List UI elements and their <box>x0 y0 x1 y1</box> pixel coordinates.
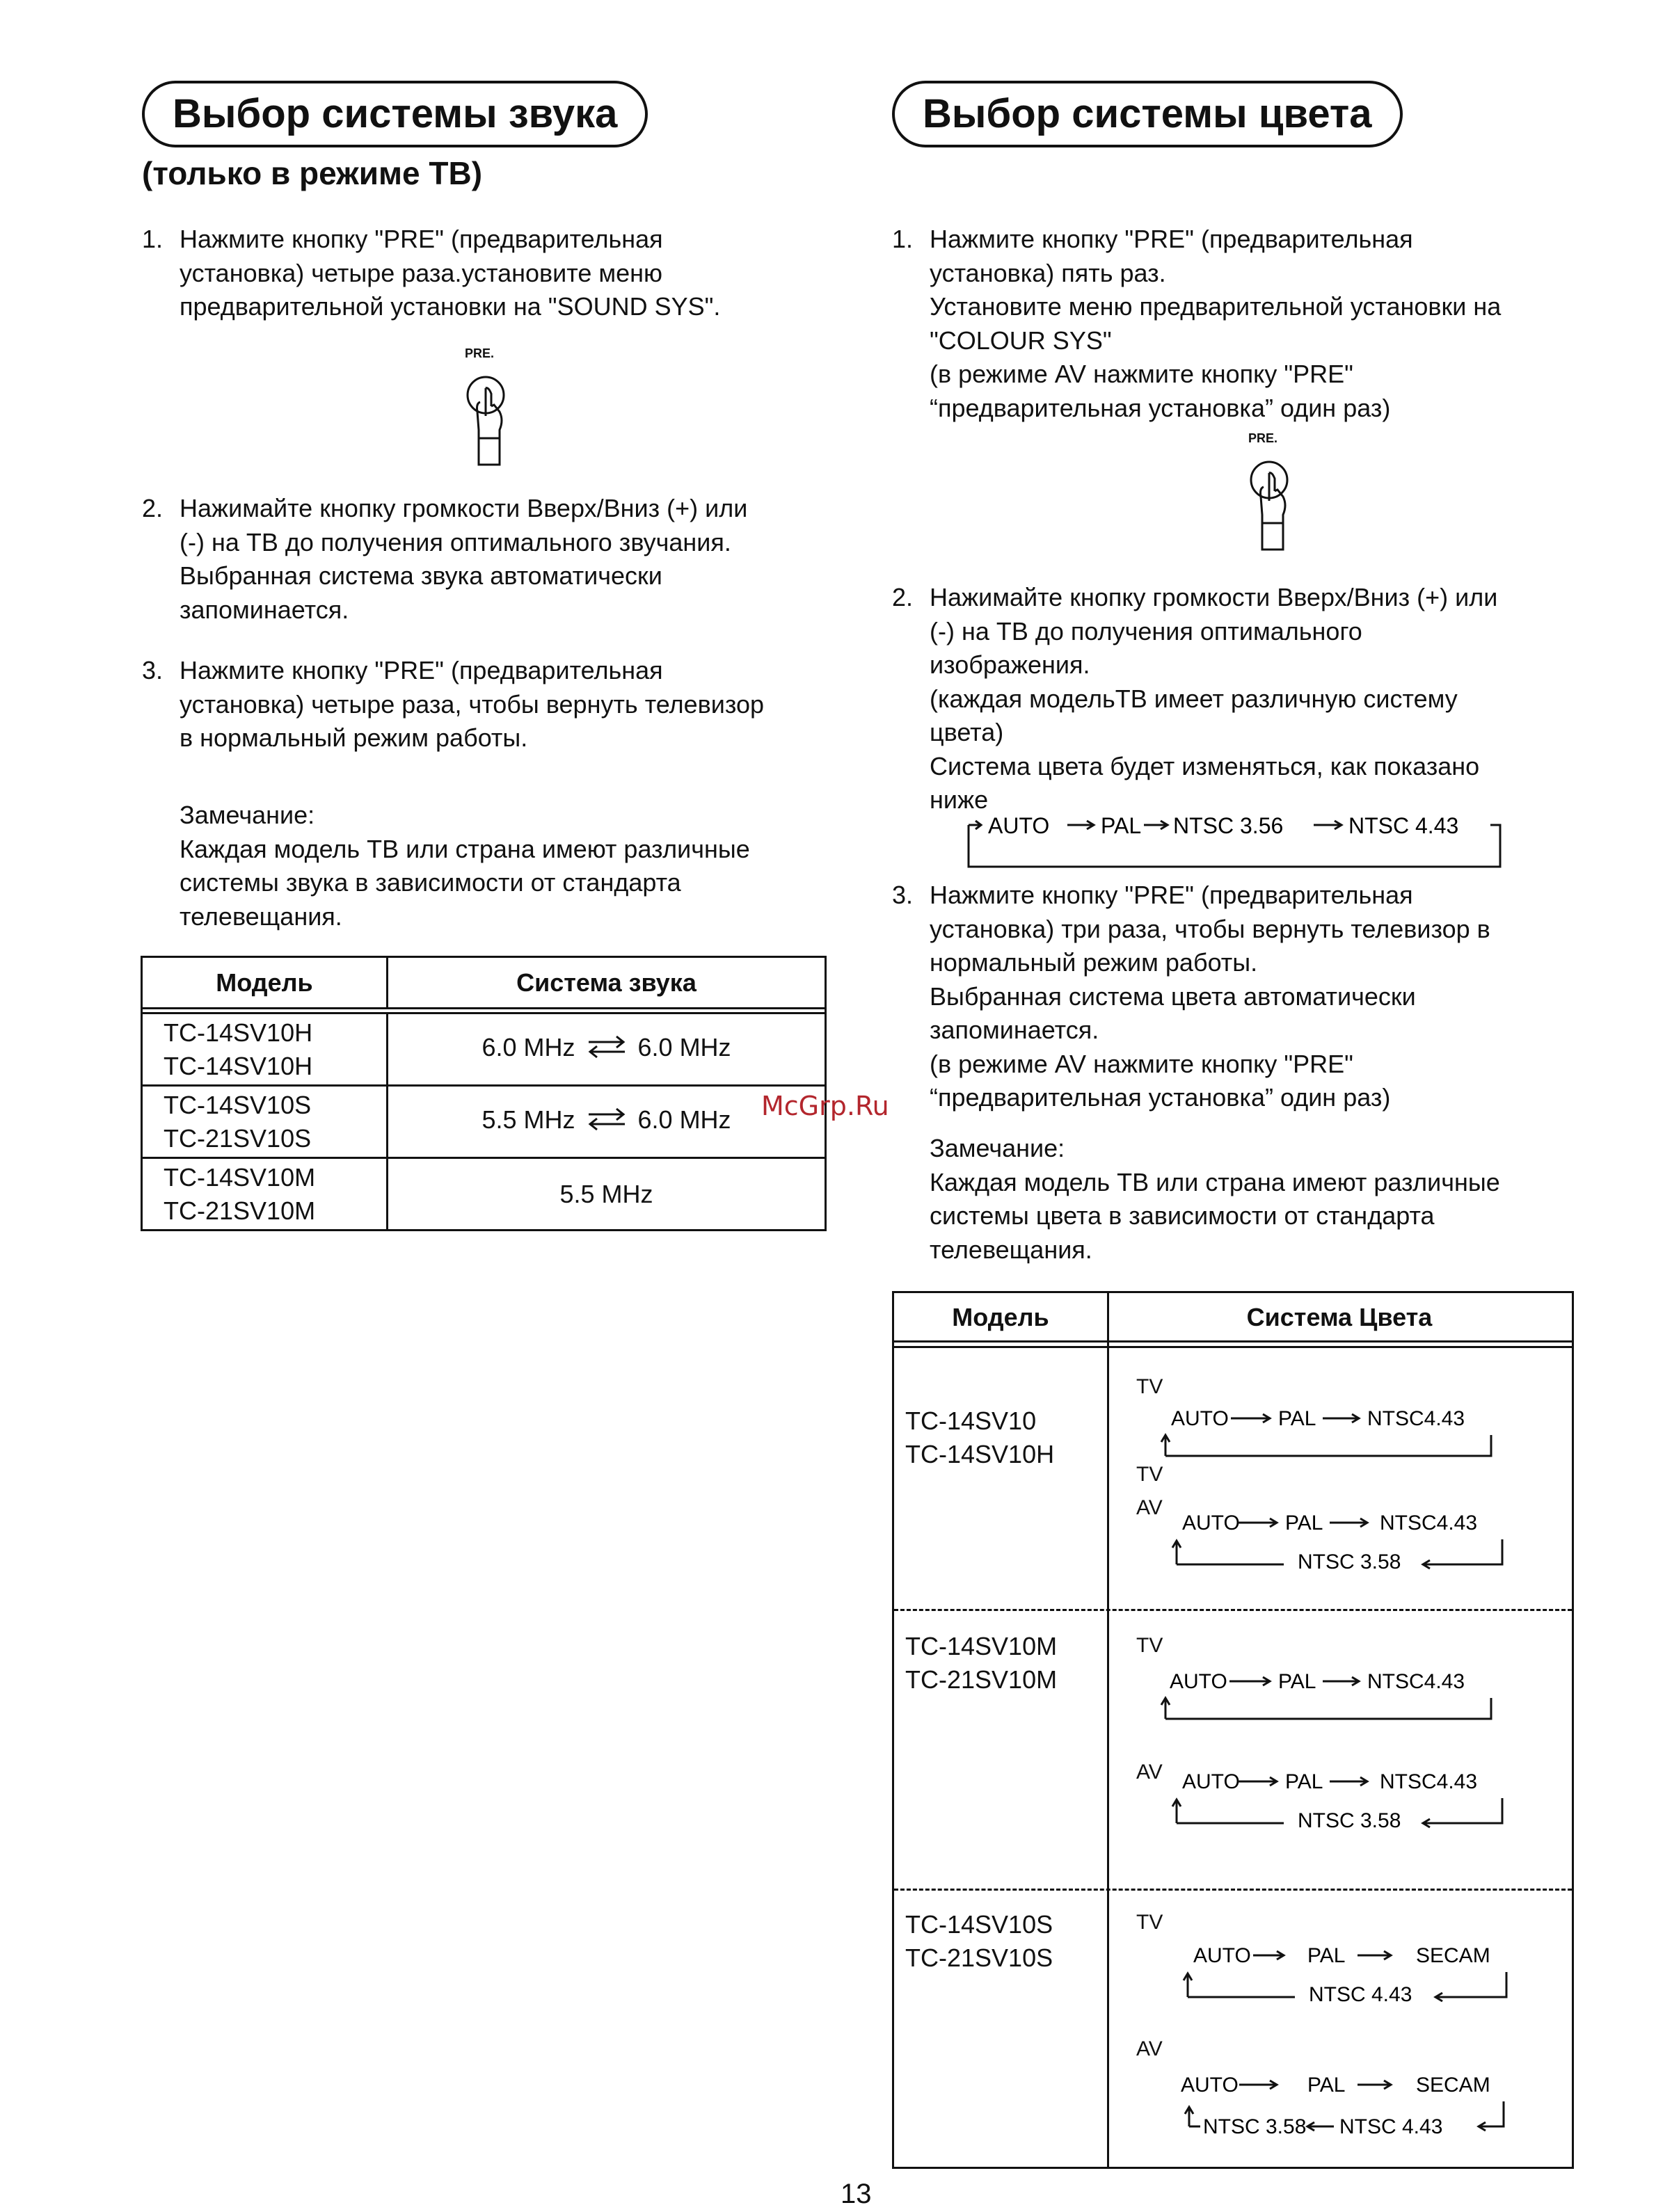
table-row: TC-14SV10S TC-21SV10S <box>905 1910 1053 1972</box>
cycle-step: NTSC 3.56 <box>1173 813 1284 838</box>
color-system-title: Выбор системы цвета <box>892 81 1403 147</box>
pre-button-icon: PRE. <box>445 346 529 479</box>
tv-label: TV <box>1136 1634 1163 1657</box>
svg-text:NTSC 3.58: NTSC 3.58 <box>1203 2115 1307 2138</box>
table-row: TC-14SV10M TC-21SV10M <box>905 1632 1058 1694</box>
sound-system-title: Выбор системы звука <box>142 81 648 147</box>
note: Замечание: Каждая модель ТВ или страна имеют различные системы цвета в зависимости от стандарта телевещания. <box>930 1134 1500 1264</box>
svg-text:NTSC 3.58: NTSC 3.58 <box>1298 1550 1401 1573</box>
svg-text:NTSC 4.43: NTSC 4.43 <box>1339 2115 1443 2138</box>
step-text: Нажмите кнопку "PRE" (предварительная установка) три раза, чтобы вернуть телевизор в нормальный режим работы. Выбранная система цвета автоматически запоминается. (в режиме AV нажмите кнопку "PRE" “предварительная установка” один раз) <box>930 881 1490 1112</box>
tv-label: TV <box>1136 1911 1163 1934</box>
cycle-step: PAL <box>1101 813 1142 838</box>
sound-system-subtitle: (только в режиме ТВ) <box>142 155 483 191</box>
step-text: Нажимайте кнопку громкости Вверх/Вниз (+) или (-) на ТВ до получения оптимального изображения. (каждая модельТВ имеет различную систему цвета) Система цвета будет изменяться, как показано ниже <box>930 583 1498 814</box>
svg-text:AUTO: AUTO <box>1181 2074 1239 2097</box>
svg-text:PAL: PAL <box>1285 1512 1323 1534</box>
table-row: TC-14SV10 TC-14SV10H <box>905 1406 1055 1468</box>
table-header-model: Модель <box>142 957 388 1009</box>
av-label: AV <box>1136 1761 1163 1784</box>
svg-text:AUTO: AUTO <box>1182 1770 1240 1793</box>
av-cycle-diagram <box>1159 2071 1562 2154</box>
svg-text:PAL: PAL <box>1278 1670 1316 1693</box>
step-number: 3. <box>892 881 914 909</box>
step-text: Нажмите кнопку "PRE" (предварительная установка) четыре раза.установите меню предварительной установки на "SOUND SYS". <box>180 225 721 321</box>
sound-system-table <box>141 956 827 1231</box>
step-text: Нажмите кнопку "PRE" (предварительная установка) пять раз. Установите меню предварительной установки на "COLOUR SYS" (в режиме AV нажмите кнопку "PRE" “предварительная установка” один раз) <box>930 225 1502 422</box>
tv-label: TV <box>1136 1463 1163 1486</box>
swap-arrows-icon <box>582 1032 631 1066</box>
tv-cycle-diagram <box>1159 1941 1562 2025</box>
swap-arrows-icon <box>582 1105 631 1139</box>
tv-cycle-diagram <box>1159 1404 1548 1460</box>
step-number: 1. <box>892 225 914 253</box>
svg-text:NTSC4.43: NTSC4.43 <box>1380 1770 1478 1793</box>
svg-text:SECAM: SECAM <box>1416 1944 1490 1967</box>
watermark: McGrp.Ru <box>761 1091 889 1121</box>
svg-text:NTSC4.43: NTSC4.43 <box>1380 1512 1478 1534</box>
av-cycle-diagram <box>1159 1509 1562 1592</box>
svg-text:AUTO: AUTO <box>1193 1944 1251 1967</box>
color-system-table <box>892 1291 1574 2169</box>
tv-label: TV <box>1136 1375 1163 1398</box>
table-header-sound: Система звука <box>388 957 826 1009</box>
step-number: 1. <box>142 225 164 253</box>
note: Замечание: Каждая модель ТВ или страна имеют различные системы звука в зависимости от стандарта телевещания. <box>180 801 750 931</box>
svg-text:SECAM: SECAM <box>1416 2074 1490 2097</box>
table-header-color: Система Цвета <box>1246 1303 1433 1331</box>
svg-text:NTSC4.43: NTSC4.43 <box>1367 1407 1465 1430</box>
step-number: 2. <box>892 583 914 611</box>
tv-cycle-diagram <box>1159 1667 1548 1723</box>
svg-text:NTSC4.43: NTSC4.43 <box>1367 1670 1465 1693</box>
color-cycle-diagram <box>964 812 1507 875</box>
table-header-model: Модель <box>952 1303 1049 1331</box>
pre-button-icon: PRE. <box>1232 431 1315 563</box>
svg-text:AUTO: AUTO <box>1182 1512 1240 1534</box>
svg-text:AUTO: AUTO <box>1171 1407 1229 1430</box>
svg-text:PAL: PAL <box>1307 2074 1346 2097</box>
page-number: 13 <box>841 2179 872 2209</box>
cycle-step: NTSC 4.43 <box>1348 813 1459 838</box>
table-row: TC-14SV10H TC-14SV10H 6.0 MHz 6.0 MHz <box>142 1013 826 1086</box>
table-row: TC-14SV10M TC-21SV10M 5.5 MHz <box>142 1158 826 1231</box>
av-cycle-diagram <box>1159 1768 1562 1851</box>
step-text: Нажимайте кнопку громкости Вверх/Вниз (+) или (-) на ТВ до получения оптимального звучания. Выбранная система звука автоматически запоминается. <box>180 494 748 624</box>
step-number: 3. <box>142 656 164 684</box>
svg-text:PAL: PAL <box>1285 1770 1323 1793</box>
svg-text:NTSC 3.58: NTSC 3.58 <box>1298 1809 1401 1832</box>
step-text: Нажмите кнопку "PRE" (предварительная установка) четыре раза, чтобы вернуть телевизор в нормальный режим работы. <box>180 656 765 752</box>
av-label: AV <box>1136 2037 1163 2060</box>
svg-text:PAL: PAL <box>1307 1944 1346 1967</box>
svg-text:NTSC 4.43: NTSC 4.43 <box>1309 1983 1412 2006</box>
svg-text:PAL: PAL <box>1278 1407 1316 1430</box>
table-row: TC-14SV10S TC-21SV10S 5.5 MHz 6.0 MHz <box>142 1086 826 1158</box>
av-label: AV <box>1136 1496 1163 1519</box>
step-number: 2. <box>142 494 164 522</box>
svg-text:AUTO: AUTO <box>1170 1670 1227 1693</box>
cycle-step: AUTO <box>988 813 1050 838</box>
